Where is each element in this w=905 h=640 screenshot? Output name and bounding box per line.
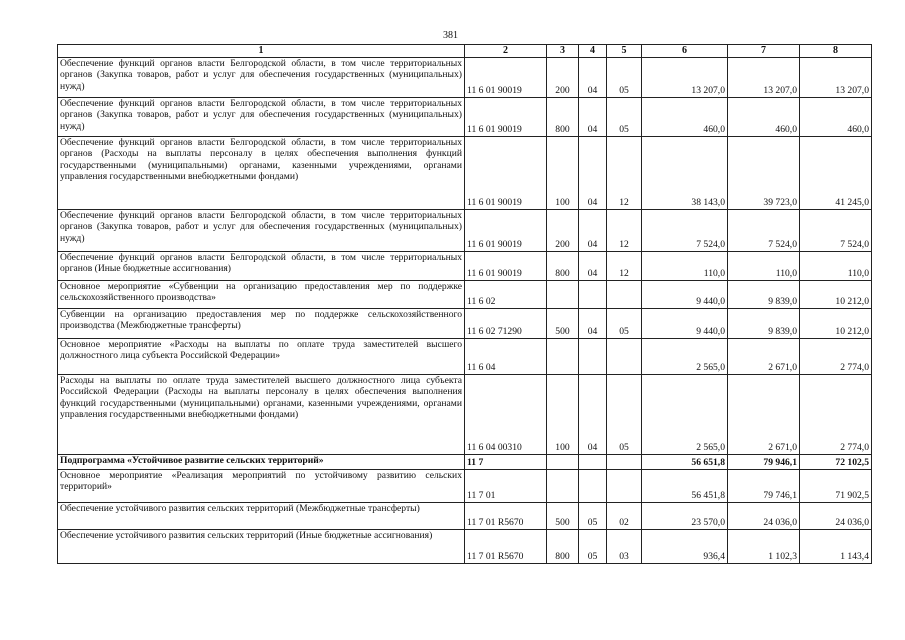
row-subsection: 05 [607, 57, 642, 97]
row-amount-year1: 9 440,0 [642, 308, 728, 338]
row-expense-type: 500 [547, 502, 579, 529]
row-expense-type [547, 338, 579, 374]
row-amount-year3: 10 212,0 [800, 308, 872, 338]
row-amount-year2: 39 723,0 [728, 136, 800, 209]
row-amount-year3: 10 212,0 [800, 280, 872, 308]
row-expense-type [547, 469, 579, 502]
row-amount-year3: 2 774,0 [800, 374, 872, 454]
page-number: 381 [443, 30, 458, 41]
header-row [58, 45, 872, 58]
budget-table [57, 44, 872, 564]
row-code: 11 6 02 [465, 280, 547, 308]
row-expense-type [547, 280, 579, 308]
row-subsection [607, 280, 642, 308]
row-amount-year1: 38 143,0 [642, 136, 728, 209]
row-amount-year2: 79 746,1 [728, 469, 800, 502]
row-description: Субвенции на организацию предоставления мер по поддержке сельскохозяйственного производства (Межбюджетные трансферты) [58, 308, 465, 338]
row-expense-type [547, 454, 579, 469]
row-code: 11 6 01 90019 [465, 209, 547, 251]
row-expense-type: 100 [547, 136, 579, 209]
row-expense-type: 500 [547, 308, 579, 338]
row-code: 11 6 01 90019 [465, 57, 547, 97]
row-amount-year2: 460,0 [728, 97, 800, 136]
table-row [58, 209, 872, 251]
row-description: Обеспечение функций органов власти Белгородской области, в том числе территориальных органов (Иные бюджетные ассигнования) [58, 251, 465, 280]
row-subsection: 02 [607, 502, 642, 529]
row-section: 05 [579, 529, 607, 563]
row-amount-year3: 13 207,0 [800, 57, 872, 97]
row-code: 11 7 01 R5670 [465, 529, 547, 563]
table-row [58, 308, 872, 338]
row-amount-year2: 24 036,0 [728, 502, 800, 529]
row-amount-year3: 1 143,4 [800, 529, 872, 563]
row-amount-year3: 110,0 [800, 251, 872, 280]
row-description: Подпрограмма «Устойчивое развитие сельских территорий» [58, 454, 465, 469]
column-header: 7 [728, 45, 800, 58]
row-section [579, 454, 607, 469]
row-section: 04 [579, 209, 607, 251]
row-section: 04 [579, 136, 607, 209]
row-description: Обеспечение функций органов власти Белгородской области, в том числе территориальных органов (Закупка товаров, работ и услуг для обеспечения государственных (муниципальных) нужд) [58, 97, 465, 136]
row-amount-year1: 2 565,0 [642, 338, 728, 374]
row-expense-type: 800 [547, 251, 579, 280]
row-section [579, 280, 607, 308]
row-amount-year2: 2 671,0 [728, 338, 800, 374]
table-row [58, 529, 872, 563]
row-section [579, 338, 607, 374]
row-amount-year1: 23 570,0 [642, 502, 728, 529]
row-code: 11 6 02 71290 [465, 308, 547, 338]
table-row [58, 374, 872, 454]
row-code: 11 7 01 [465, 469, 547, 502]
row-section: 04 [579, 251, 607, 280]
table-row [58, 97, 872, 136]
table-row [58, 469, 872, 502]
row-description: Обеспечение функций органов власти Белгородской области, в том числе территориальных органов (Закупка товаров, работ и услуг для обеспечения государственных (муниципальных) нужд) [58, 57, 465, 97]
row-amount-year1: 7 524,0 [642, 209, 728, 251]
column-header: 6 [642, 45, 728, 58]
row-amount-year1: 56 451,8 [642, 469, 728, 502]
row-amount-year3: 72 102,5 [800, 454, 872, 469]
row-description: Обеспечение функций органов власти Белгородской области, в том числе территориальных органов (Закупка товаров, работ и услуг для обеспечения государственных (муниципальных) нужд) [58, 209, 465, 251]
row-expense-type: 200 [547, 57, 579, 97]
row-amount-year2: 9 839,0 [728, 280, 800, 308]
row-amount-year2: 110,0 [728, 251, 800, 280]
row-amount-year3: 41 245,0 [800, 136, 872, 209]
row-code: 11 6 01 90019 [465, 251, 547, 280]
table-row [58, 502, 872, 529]
row-amount-year1: 9 440,0 [642, 280, 728, 308]
row-description: Обеспечение устойчивого развития сельских территорий (Межбюджетные трансферты) [58, 502, 465, 529]
row-amount-year2: 7 524,0 [728, 209, 800, 251]
row-subsection [607, 338, 642, 374]
row-code: 11 6 01 90019 [465, 136, 547, 209]
row-subsection: 05 [607, 308, 642, 338]
row-subsection: 12 [607, 251, 642, 280]
row-amount-year2: 2 671,0 [728, 374, 800, 454]
column-header: 2 [465, 45, 547, 58]
row-description: Основное мероприятие «Расходы на выплаты по оплате труда заместителей высшего должностного лица субъекта Российской Федерации» [58, 338, 465, 374]
row-amount-year2: 13 207,0 [728, 57, 800, 97]
table-row [58, 136, 872, 209]
row-section: 04 [579, 308, 607, 338]
row-amount-year2: 1 102,3 [728, 529, 800, 563]
table-row [58, 338, 872, 374]
row-subsection: 05 [607, 374, 642, 454]
column-header: 8 [800, 45, 872, 58]
row-amount-year2: 79 946,1 [728, 454, 800, 469]
row-subsection: 12 [607, 209, 642, 251]
row-description: Основное мероприятие «Реализация мероприятий по устойчивому развитию сельских территорий» [58, 469, 465, 502]
row-subsection: 12 [607, 136, 642, 209]
table-row [58, 454, 872, 469]
row-expense-type: 100 [547, 374, 579, 454]
row-amount-year3: 2 774,0 [800, 338, 872, 374]
row-amount-year1: 460,0 [642, 97, 728, 136]
row-code: 11 6 04 [465, 338, 547, 374]
row-description: Обеспечение функций органов власти Белгородской области, в том числе территориальных органов (Расходы на выплаты персоналу в целях обеспечения выполнения функций государственными (муниципальными) органами, казенными учреждениями, органами управления государственными внебюджетными фондами) [58, 136, 465, 209]
table-row [58, 251, 872, 280]
row-subsection: 03 [607, 529, 642, 563]
row-amount-year3: 24 036,0 [800, 502, 872, 529]
column-header: 3 [547, 45, 579, 58]
row-expense-type: 800 [547, 529, 579, 563]
row-amount-year2: 9 839,0 [728, 308, 800, 338]
row-code: 11 7 [465, 454, 547, 469]
row-expense-type: 200 [547, 209, 579, 251]
column-header: 1 [58, 45, 465, 58]
table-row [58, 57, 872, 97]
row-subsection [607, 469, 642, 502]
row-section: 05 [579, 502, 607, 529]
column-header: 4 [579, 45, 607, 58]
column-header: 5 [607, 45, 642, 58]
row-subsection [607, 454, 642, 469]
table-row [58, 280, 872, 308]
row-code: 11 6 04 00310 [465, 374, 547, 454]
row-amount-year1: 56 651,8 [642, 454, 728, 469]
row-expense-type: 800 [547, 97, 579, 136]
row-amount-year1: 2 565,0 [642, 374, 728, 454]
row-amount-year3: 7 524,0 [800, 209, 872, 251]
row-amount-year3: 71 902,5 [800, 469, 872, 502]
row-section: 04 [579, 374, 607, 454]
row-amount-year1: 13 207,0 [642, 57, 728, 97]
row-description: Обеспечение устойчивого развития сельских территорий (Иные бюджетные ассигнования) [58, 529, 465, 563]
row-code: 11 6 01 90019 [465, 97, 547, 136]
row-description: Основное мероприятие «Субвенции на организацию предоставления мер по поддержке сельскохозяйственного производства» [58, 280, 465, 308]
row-section: 04 [579, 97, 607, 136]
row-amount-year1: 936,4 [642, 529, 728, 563]
row-amount-year1: 110,0 [642, 251, 728, 280]
row-section [579, 469, 607, 502]
row-subsection: 05 [607, 97, 642, 136]
row-section: 04 [579, 57, 607, 97]
row-description: Расходы на выплаты по оплате труда заместителей высшего должностного лица субъекта Российской Федерации (Расходы на выплаты персоналу в целях обеспечения выполнения функций государственными (муниципальными) органами, казенными учреждениями, органами управления государственными внебюджетными фондами) [58, 374, 465, 454]
row-code: 11 7 01 R5670 [465, 502, 547, 529]
row-amount-year3: 460,0 [800, 97, 872, 136]
